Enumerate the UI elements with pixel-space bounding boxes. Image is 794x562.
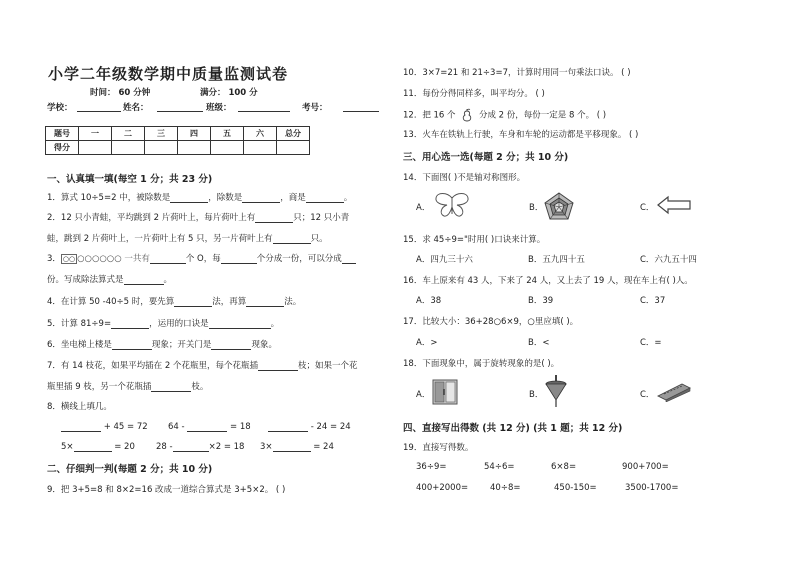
q-text: 只；12 只小青 — [293, 213, 350, 223]
butterfly-icon[interactable] — [433, 192, 471, 218]
answer-blank[interactable] — [187, 421, 227, 432]
score-cell[interactable] — [244, 141, 277, 155]
q-text: 个 O，每 — [185, 254, 221, 264]
option-b[interactable]: B． — [529, 390, 544, 400]
class-label: 班级： — [206, 103, 232, 113]
score-cell[interactable] — [145, 141, 178, 155]
question-5 — [47, 317, 279, 329]
question-7-cont — [47, 380, 208, 392]
answer-blank[interactable] — [342, 253, 356, 264]
question-9[interactable]: 9．把 3+5=8 和 8×2=16 改成一道综合算式是 3+5×2。 ( ) — [47, 485, 286, 495]
q8-item-2 — [168, 421, 251, 432]
school-label: 学校： — [47, 103, 73, 113]
q-text: ，除数是 — [208, 193, 243, 203]
calc-item[interactable]: 400+2000= — [416, 483, 469, 493]
q-text: 现象；开关门是 — [151, 340, 212, 350]
answer-blank[interactable] — [246, 296, 284, 307]
option-c[interactable]: C．六九五十四 — [640, 255, 697, 265]
window-icon[interactable] — [432, 379, 458, 405]
q-text: = 20 — [111, 442, 135, 452]
q-text: ，运用的口诀是 — [149, 319, 209, 329]
option-b[interactable]: B．< — [528, 338, 550, 348]
question-8: 8．横线上填几。 — [47, 402, 112, 412]
table-cell: 二 — [112, 127, 145, 141]
question-10[interactable]: 10．3×7=21 和 21÷3=7，计算时用同一句乘法口诀。 ( ) — [403, 68, 631, 78]
spinning-top-icon[interactable] — [545, 374, 567, 408]
pear-icon — [461, 108, 473, 122]
q-text: 瓶里插 9 枝，另一个花瓶插 — [47, 382, 152, 392]
table-cell: 一 — [79, 127, 112, 141]
score-cell[interactable] — [277, 141, 310, 155]
school-field[interactable] — [77, 101, 121, 112]
answer-blank[interactable] — [112, 339, 152, 350]
answer-blank[interactable] — [268, 421, 308, 432]
section-1-heading: 一、认真填一填(每空 1 分；共 23 分) — [47, 174, 213, 185]
question-3 — [47, 252, 356, 264]
table-cell: 题号 — [46, 127, 79, 141]
q-text: 法。 — [284, 297, 302, 307]
q-text: 7．有 14 枝花，如果平均插在 2 个花瓶里，每个花瓶插 — [47, 361, 258, 371]
table-cell: 总分 — [277, 127, 310, 141]
question-19: 19．直接写得数。 — [403, 443, 474, 453]
score-cell[interactable] — [79, 141, 112, 155]
answer-blank[interactable] — [170, 192, 208, 203]
score-table-header-row — [46, 127, 310, 141]
answer-blank[interactable] — [258, 360, 298, 371]
question-17: 17．比较大小：36+28○6×9，○里应填( )。 — [403, 317, 579, 327]
question-18: 18．下面现象中，属于旋转现象的是( )。 — [403, 359, 560, 369]
score-table — [45, 126, 310, 155]
arrow-left-icon[interactable] — [656, 195, 692, 215]
option-c[interactable]: C．37 — [640, 296, 666, 306]
question-1 — [47, 191, 352, 203]
score-table-score-row — [46, 141, 310, 155]
question-15: 15．求 45÷9="时用( )口诀来计算。 — [403, 235, 546, 245]
calc-item[interactable]: 900+700= — [622, 462, 669, 472]
question-2 — [47, 211, 349, 223]
answer-blank[interactable] — [306, 192, 344, 203]
option-a[interactable]: A． — [416, 390, 431, 400]
answer-blank[interactable] — [255, 212, 293, 223]
calc-item[interactable]: 54÷6= — [484, 462, 515, 472]
q-text: 现象。 — [251, 340, 277, 350]
option-b[interactable]: B． — [529, 203, 544, 213]
name-field[interactable] — [157, 101, 203, 112]
q-text: 5．计算 81÷9= — [47, 319, 112, 329]
section-2-heading: 二、仔细判一判(每题 2 分；共 10 分) — [47, 464, 213, 475]
answer-blank[interactable] — [150, 253, 186, 264]
q-text: 。 — [343, 193, 353, 203]
calc-item[interactable]: 6×8= — [551, 462, 577, 472]
option-b[interactable]: B．39 — [528, 296, 554, 306]
q-text: ○○○○○○ 一共有 — [77, 254, 150, 264]
table-cell: 四 — [178, 127, 211, 141]
q-text: 分成 2 份，每份一定是 8 个。 ( ) — [478, 110, 607, 121]
q-text: 只。 — [310, 234, 328, 244]
answer-blank[interactable] — [74, 441, 112, 452]
q-text: 份。写成除法算式是 — [47, 275, 124, 285]
answer-blank[interactable] — [221, 253, 257, 264]
table-cell: 三 — [145, 127, 178, 141]
option-a[interactable]: A． — [416, 203, 431, 213]
table-cell: 六 — [244, 127, 277, 141]
question-16: 16．车上原来有 43 人，下来了 24 人，又上去了 19 人，现在车上有( )人。 — [403, 276, 693, 286]
answer-blank[interactable] — [174, 296, 212, 307]
answer-blank[interactable] — [242, 192, 280, 203]
q-text: 4．在计算 50 -40÷5 时，要先算 — [47, 297, 175, 307]
q-text: 枝。 — [191, 382, 209, 392]
question-13[interactable]: 13．火车在铁轨上行驶，车身和车轮的运动都是平移现象。 ( ) — [403, 130, 639, 140]
score-cell[interactable] — [211, 141, 244, 155]
answer-blank[interactable] — [111, 318, 149, 329]
q-text: 5× — [61, 442, 74, 452]
q-text: 。 — [270, 319, 280, 329]
question-2-cont — [47, 232, 328, 244]
exam-no-field[interactable] — [343, 101, 379, 112]
q-text: 个分成一份，可以分成 — [256, 254, 342, 264]
question-3-cont — [47, 273, 172, 285]
q-text: ×2 = 18 — [208, 442, 245, 452]
q-text: 3． — [47, 254, 61, 264]
q-text: 枝；如果一个花 — [297, 361, 358, 371]
q8-item-5 — [156, 441, 244, 452]
q-text: 12．把 16 个 — [403, 110, 456, 121]
option-b[interactable]: B．五九四十五 — [528, 255, 585, 265]
question-6 — [47, 338, 277, 350]
q-text: 3× — [260, 442, 273, 452]
q8-item-3 — [268, 421, 351, 432]
calc-item[interactable]: 36÷9= — [416, 462, 447, 472]
q-text: 。 — [163, 275, 173, 285]
table-cell: 五 — [211, 127, 244, 141]
q-text: ，商是 — [280, 193, 306, 203]
circle-group-icon: ○○ — [62, 255, 76, 263]
q8-item-1 — [61, 421, 148, 432]
answer-blank[interactable] — [173, 441, 209, 452]
table-cell: 得分 — [46, 141, 79, 155]
page-title: 小学二年级数学期中质量监测试卷 — [48, 65, 289, 83]
option-c[interactable]: C． — [640, 390, 655, 400]
question-7 — [47, 359, 357, 371]
q-text: 1．算式 10÷5=2 中，被除数是 — [47, 193, 171, 203]
option-c[interactable]: C．= — [640, 338, 662, 348]
exam-no-label: 考号： — [302, 103, 328, 113]
question-12[interactable] — [403, 108, 606, 122]
option-a[interactable]: A．四九三十六 — [416, 255, 473, 265]
q-text: = 24 — [310, 442, 334, 452]
question-4 — [47, 295, 301, 307]
answer-blank[interactable] — [273, 233, 311, 244]
q-text: + 45 = 72 — [101, 422, 148, 432]
name-label: 姓名： — [123, 103, 149, 113]
stapler-icon[interactable] — [656, 380, 692, 402]
q-text: 2．12 只小青蛙，平均跳到 2 片荷叶上，每片荷叶上有 — [47, 213, 256, 223]
score-cell[interactable] — [178, 141, 211, 155]
answer-blank[interactable] — [211, 339, 251, 350]
question-14: 14．下面图( )不是轴对称图形。 — [403, 173, 526, 183]
q-text: 64 - — [168, 422, 185, 432]
answer-blank[interactable] — [151, 381, 191, 392]
full-score: 满分： 100 分 — [200, 88, 258, 98]
section-3-heading: 三、用心选一选(每题 2 分；共 10 分) — [403, 152, 569, 163]
q-text: 蛙，跳到 2 片荷叶上，一片荷叶上有 5 只，另一片荷叶上有 — [47, 234, 273, 244]
answer-blank[interactable] — [124, 274, 164, 285]
calc-item[interactable]: 40÷8= — [490, 483, 521, 493]
q-text: 法，再算 — [212, 297, 247, 307]
option-c[interactable]: C． — [640, 203, 655, 213]
q8-item-4 — [61, 441, 135, 452]
option-a[interactable]: A．> — [416, 338, 438, 348]
q-text: 28 - — [156, 442, 173, 452]
exam-time: 时间： 60 分钟 — [90, 88, 151, 98]
spiderweb-icon[interactable] — [544, 192, 574, 220]
option-a[interactable]: A．38 — [416, 296, 442, 306]
calc-item[interactable]: 450-150= — [554, 483, 597, 493]
calc-item[interactable]: 3500-1700= — [625, 483, 679, 493]
q8-item-6 — [260, 441, 334, 452]
section-4-heading: 四、直接写出得数 (共 12 分) (共 1 题；共 12 分) — [403, 423, 623, 434]
answer-blank[interactable] — [61, 421, 101, 432]
question-11[interactable]: 11．每份分得同样多，叫平均分。 ( ) — [403, 89, 545, 99]
answer-blank[interactable] — [209, 318, 271, 329]
class-field[interactable] — [238, 101, 290, 112]
q-text: 6．坐电梯上楼是 — [47, 340, 112, 350]
q-text: = 18 — [227, 422, 251, 432]
answer-blank[interactable] — [273, 441, 311, 452]
q-text: - 24 = 24 — [308, 422, 351, 432]
score-cell[interactable] — [112, 141, 145, 155]
